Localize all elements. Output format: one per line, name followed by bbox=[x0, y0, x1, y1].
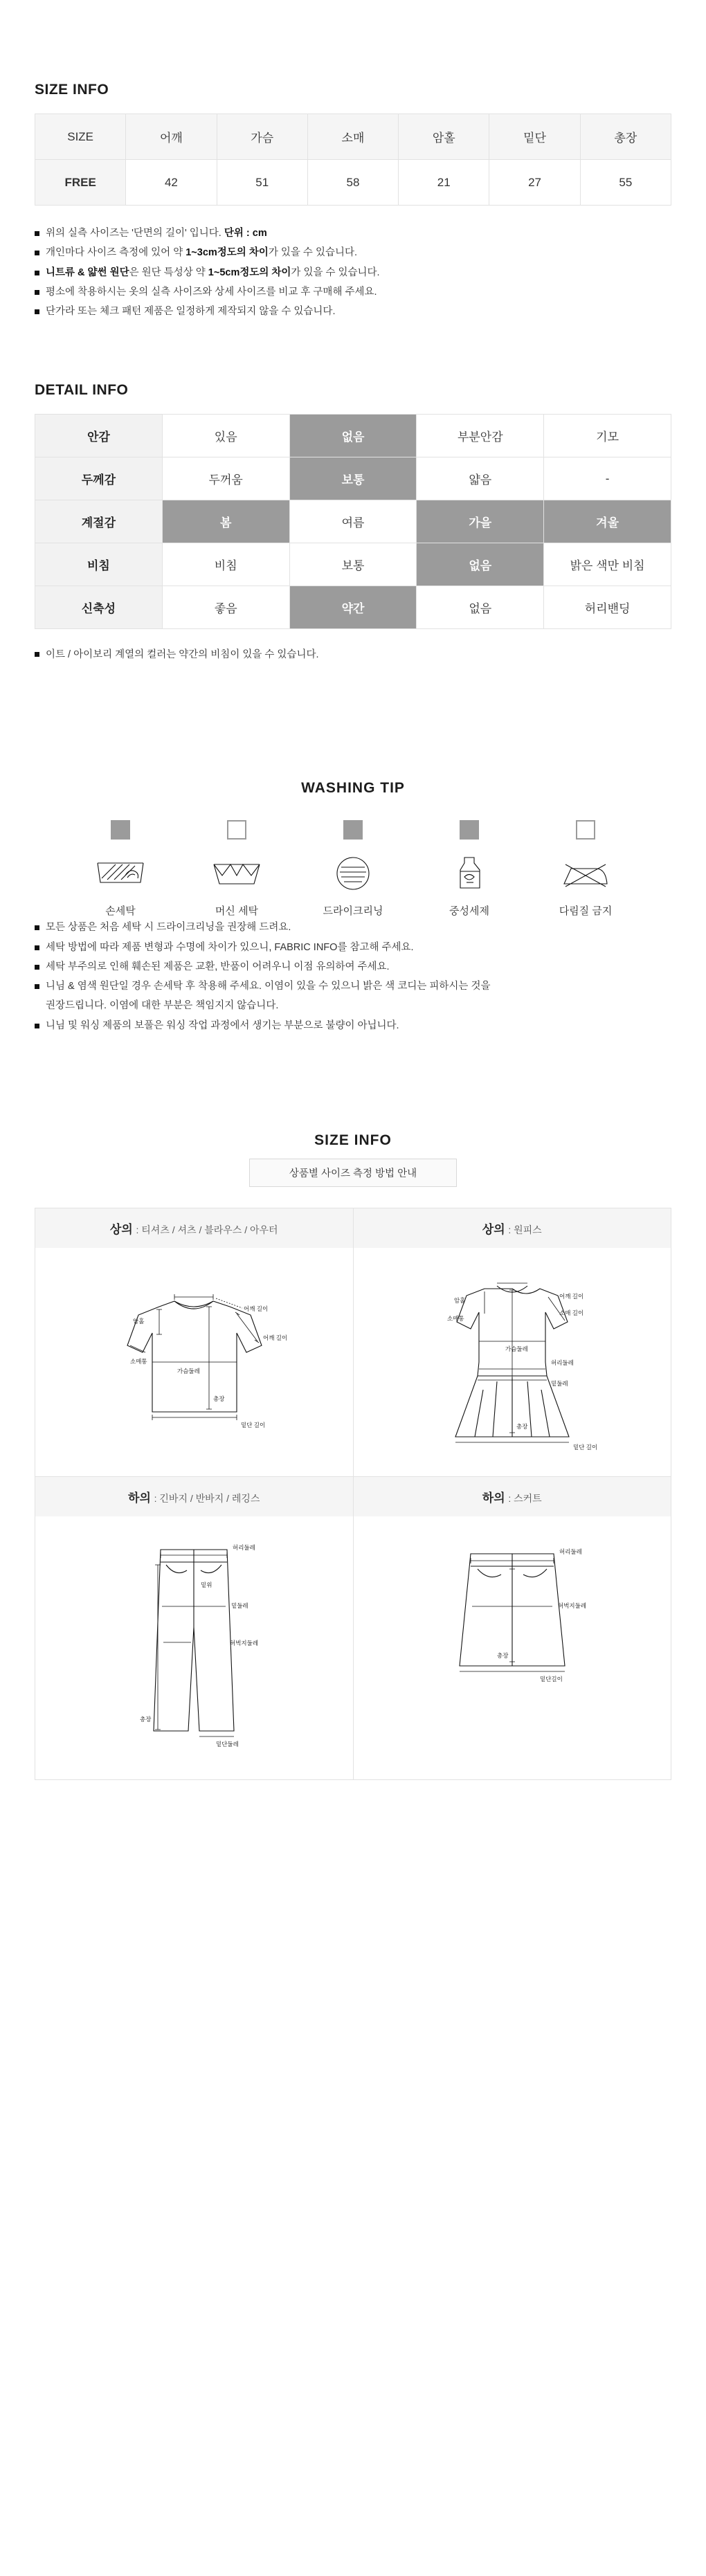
guide-cell-pants bbox=[35, 1477, 354, 1780]
neutral-detergent-icon bbox=[428, 851, 511, 896]
dim-label-sleeve-width: 소매통 bbox=[446, 1315, 464, 1323]
guide-head-pants bbox=[35, 1477, 353, 1516]
wash-label: 다림질 금지 bbox=[559, 905, 613, 918]
option-cell: - bbox=[544, 457, 671, 500]
dim-label-sleeve-width: 소매통 bbox=[130, 1358, 147, 1366]
dim-label-waist: 허리둘레 bbox=[233, 1544, 256, 1552]
size-info-title: SIZE INFO bbox=[35, 82, 109, 98]
guide-illustration-dress bbox=[354, 1248, 671, 1476]
guide-head-skirt bbox=[354, 1477, 671, 1516]
cell-hem: 27 bbox=[489, 160, 580, 206]
machine-wash-icon bbox=[195, 851, 278, 896]
checkbox-hand-wash bbox=[111, 820, 130, 840]
wash-item-dry-clean bbox=[311, 820, 395, 918]
cell-armhole: 21 bbox=[399, 160, 489, 206]
option-cell: 없음 bbox=[417, 586, 544, 629]
dim-label-total-length: 총장 bbox=[496, 1652, 509, 1660]
dim-label-total-length: 총장 bbox=[516, 1423, 528, 1431]
guide-cell-skirt bbox=[354, 1477, 672, 1780]
detail-info-table bbox=[35, 414, 671, 629]
table-row bbox=[35, 543, 671, 586]
option-cell: 좋음 bbox=[162, 586, 289, 629]
table-row bbox=[35, 457, 671, 500]
note-text: 니트류 & 얇썬 원단은 원단 특성상 약 1~5cm정도의 차이가 있을 수 있습니다. bbox=[46, 266, 380, 278]
dim-label-chest: 가슴둘레 bbox=[505, 1345, 528, 1353]
washing-tip-notes bbox=[35, 918, 671, 1035]
washing-icon-row bbox=[35, 820, 671, 918]
wash-item-no-iron bbox=[544, 820, 627, 918]
hand-wash-icon bbox=[79, 851, 162, 896]
row-label-thickness: 두께감 bbox=[35, 457, 163, 500]
note-text: 권장드립니다. 이염에 대한 부분은 책임지지 않습니다. bbox=[46, 1000, 279, 1012]
table-row bbox=[35, 586, 671, 629]
guide-head-main: 상의 bbox=[109, 1223, 133, 1237]
col-chest: 가슴 bbox=[217, 114, 307, 160]
checkbox-neutral-detergent bbox=[460, 820, 479, 840]
dim-label-armhole: 암홀 bbox=[453, 1297, 466, 1305]
guide-illustration-pants bbox=[35, 1516, 353, 1779]
note-item bbox=[35, 938, 671, 957]
option-cell-selected: 없음 bbox=[417, 543, 544, 586]
cell-shoulder: 42 bbox=[126, 160, 217, 206]
guide-head-main: 상의 bbox=[482, 1223, 505, 1237]
dim-label-thigh: 허벅지둘레 bbox=[557, 1602, 586, 1610]
option-cell: 비침 bbox=[162, 543, 289, 586]
note-text: 단가라 또는 체크 패턴 제품은 일정하게 제작되지 않을 수 있습니다. bbox=[46, 306, 336, 318]
note-item bbox=[35, 977, 671, 996]
option-cell-selected: 겨울 bbox=[544, 500, 671, 543]
dim-label-total-length: 총장 bbox=[213, 1395, 225, 1403]
guide-head-top bbox=[35, 1208, 353, 1248]
note-item bbox=[35, 1016, 671, 1035]
option-cell-selected: 없음 bbox=[289, 415, 417, 457]
note-item bbox=[35, 918, 671, 937]
checkbox-dry-clean bbox=[343, 820, 363, 840]
note-text: 세탁 방법에 따라 제품 변형과 수명에 차이가 있으니, FABRIC INFO를 참고해 주세요. bbox=[46, 941, 414, 953]
option-cell: 두꺼움 bbox=[162, 457, 289, 500]
option-cell: 보통 bbox=[289, 543, 417, 586]
col-sleeve: 소매 bbox=[307, 114, 398, 160]
option-cell-selected: 보통 bbox=[289, 457, 417, 500]
cell-chest: 51 bbox=[217, 160, 307, 206]
size-guide-grid bbox=[35, 1208, 671, 1780]
guide-head-sub: : 티셔츠 / 셔츠 / 블라우스 / 아우터 bbox=[136, 1224, 278, 1236]
dim-label-hip: 밑둘레 bbox=[550, 1380, 568, 1388]
dim-label-thigh: 허벅지둘레 bbox=[230, 1640, 259, 1647]
detail-info-section bbox=[35, 321, 671, 664]
washing-tip-section bbox=[35, 664, 671, 1035]
note-text: 니님 및 워싱 제품의 보풀은 워싱 작업 과정에서 생기는 부분으로 불량이 아닙니다. bbox=[46, 1019, 399, 1031]
option-cell-selected: 가을 bbox=[417, 500, 544, 543]
row-label-season: 계절감 bbox=[35, 500, 163, 543]
row-label-sheerness: 비침 bbox=[35, 543, 163, 586]
note-item bbox=[35, 224, 671, 243]
dim-label-hem: 밑단 길이 bbox=[572, 1444, 597, 1451]
option-cell: 부분안감 bbox=[417, 415, 544, 457]
guide-head-main: 하의 bbox=[482, 1491, 505, 1505]
wash-label: 중성세제 bbox=[449, 905, 489, 918]
note-text: 세탁 부주의로 인해 훼손된 제품은 교환, 반품이 어려우니 이점 유의하여 주세요. bbox=[46, 961, 390, 972]
guide-cell-dress bbox=[354, 1208, 672, 1477]
dim-label-waist: 허리둘레 bbox=[550, 1359, 574, 1367]
dim-label-total-length: 총장 bbox=[140, 1716, 152, 1723]
note-item bbox=[35, 957, 671, 977]
dim-label-shoulder: 어깨 길이 bbox=[244, 1305, 269, 1313]
col-size: SIZE bbox=[35, 114, 126, 160]
dim-label-shoulder: 어깨 길이 bbox=[559, 1293, 583, 1300]
size-guide-pill: 상품별 사이즈 측정 방법 안내 bbox=[249, 1159, 457, 1187]
dim-label-waist: 허리둘레 bbox=[559, 1548, 582, 1556]
row-label-free: FREE bbox=[35, 160, 126, 206]
size-guide-section bbox=[35, 1035, 671, 1863]
option-cell: 밝은 색만 비침 bbox=[544, 543, 671, 586]
size-info-table bbox=[35, 114, 671, 206]
col-hem: 밑단 bbox=[489, 114, 580, 160]
dim-label-hem: 밑단길이 bbox=[539, 1676, 563, 1683]
option-cell: 있음 bbox=[162, 415, 289, 457]
wash-item-neutral-detergent bbox=[428, 820, 511, 918]
cell-sleeve: 58 bbox=[307, 160, 398, 206]
wash-label: 머신 세탁 bbox=[215, 905, 259, 918]
note-text: 니님 & 염색 원단일 경우 손세탁 후 착용해 주세요. 이염이 있을 수 있으니 밝은 색 코디는 피하시는 것을 bbox=[46, 981, 491, 992]
note-item-continuation bbox=[35, 996, 671, 1015]
dim-label-chest: 가슴둘레 bbox=[177, 1368, 201, 1375]
dim-label-hem: 밑단둘레 bbox=[216, 1741, 239, 1748]
no-iron-icon bbox=[544, 851, 627, 896]
row-label-elasticity: 신축성 bbox=[35, 586, 163, 629]
dim-label-sleeve-length: 어깨 길이 bbox=[263, 1334, 288, 1342]
note-item bbox=[35, 243, 671, 262]
dim-label-sleeve-length: 소매 길이 bbox=[559, 1309, 583, 1317]
row-label-lining: 안감 bbox=[35, 415, 163, 457]
checkbox-machine-wash bbox=[227, 820, 246, 840]
guide-illustration-top bbox=[35, 1248, 353, 1476]
size-info-notes bbox=[35, 224, 671, 321]
dim-label-hip: 밑둘레 bbox=[231, 1602, 248, 1610]
option-cell: 여름 bbox=[289, 500, 417, 543]
dry-clean-icon bbox=[311, 851, 395, 896]
dim-label-hem: 밑단 길이 bbox=[241, 1422, 266, 1429]
guide-head-main: 하의 bbox=[128, 1491, 151, 1505]
table-header-row bbox=[35, 114, 671, 160]
detail-info-title: DETAIL INFO bbox=[35, 382, 129, 399]
detail-info-note: 이트 / 아이보리 계열의 컬러는 약간의 비침이 있을 수 있습니다. bbox=[35, 646, 671, 664]
cell-length: 55 bbox=[580, 160, 671, 206]
table-row bbox=[35, 500, 671, 543]
guide-head-sub: : 스커트 bbox=[508, 1493, 542, 1505]
wash-label: 손세탁 bbox=[105, 905, 136, 918]
guide-head-sub: : 긴바지 / 반바지 / 레깅스 bbox=[154, 1493, 260, 1505]
note-item bbox=[35, 302, 671, 321]
note-text: 개인마다 사이즈 측정에 있어 약 1~3cm정도의 차이가 있을 수 있습니다. bbox=[46, 247, 358, 259]
washing-tip-title: WASHING TIP bbox=[301, 780, 405, 797]
col-shoulder: 어깨 bbox=[126, 114, 217, 160]
size-info-section bbox=[35, 0, 671, 321]
note-text: 평소에 착용하시는 옷의 실측 사이즈와 상세 사이즈를 비교 후 구매해 주세요. bbox=[46, 286, 377, 298]
col-length: 총장 bbox=[580, 114, 671, 160]
wash-item-hand-wash bbox=[79, 820, 162, 918]
wash-item-machine-wash bbox=[195, 820, 278, 918]
table-row bbox=[35, 160, 671, 206]
dim-label-armhole: 암홀 bbox=[133, 1318, 145, 1325]
size-guide-title: SIZE INFO bbox=[314, 1132, 392, 1149]
note-item bbox=[35, 282, 671, 302]
option-cell-selected: 봄 bbox=[162, 500, 289, 543]
guide-illustration-skirt bbox=[354, 1516, 671, 1779]
note-text: 모든 상품은 처음 세탁 시 드라이크리닝을 권장해 드려요. bbox=[46, 922, 291, 934]
option-cell: 얇음 bbox=[417, 457, 544, 500]
dim-label-rise: 밑위 bbox=[201, 1581, 212, 1589]
option-cell: 허리밴딩 bbox=[544, 586, 671, 629]
guide-head-dress bbox=[354, 1208, 671, 1248]
wash-label: 드라이크리닝 bbox=[323, 905, 383, 918]
option-cell: 기모 bbox=[544, 415, 671, 457]
guide-head-sub: : 원피스 bbox=[508, 1224, 542, 1236]
table-row bbox=[35, 415, 671, 457]
checkbox-no-iron bbox=[576, 820, 595, 840]
note-text: 위의 실측 사이즈는 '단면의 길이' 입니다. 단위 : cm bbox=[46, 228, 267, 239]
col-armhole: 암홀 bbox=[399, 114, 489, 160]
option-cell-selected: 약간 bbox=[289, 586, 417, 629]
guide-cell-top bbox=[35, 1208, 354, 1477]
note-item bbox=[35, 263, 671, 282]
